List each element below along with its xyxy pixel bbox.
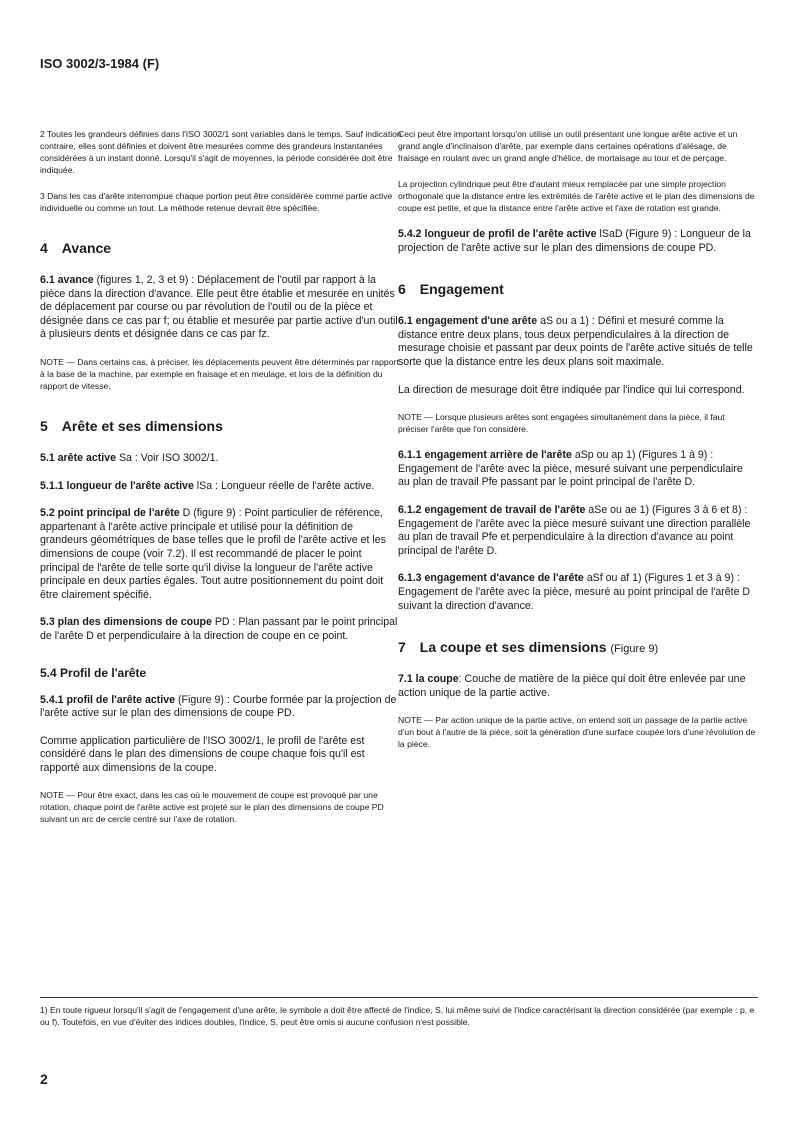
clause-6-1-avance: 6.1 avance (figures 1, 2, 3 et 9) : Déplacement de l'outil par rapport à la pièce dans la direction d'avance. Elle peut être établie et mesurée en unités de déplacement par course ou par révolution de l'outil ou de la pièce et désignée dans ce cas par f; ou établie et mesurée par partie active d'un outil à plusieurs dents et désignée dans ce cas par fz. xyxy=(40,274,398,341)
section-6-note: NOTE — Lorsque plusieurs arêtes sont engagées simultanément dans la pièce, il faut préciser l'arête que l'on considère. xyxy=(398,412,725,435)
clause-5-1-1: 5.1.1 longueur de l'arête active lSa : Longueur réelle de l'arête active. xyxy=(40,479,375,492)
clause-6-1-direction: La direction de mesurage doit être indiquée par l'indice qui lui correspond. xyxy=(398,383,745,396)
clause-5-4-1: 5.4.1 profil de l'arête active (Figure 9) : Courbe formée par la projection de l'arête active sur le plan des dimensions de coupe PD. xyxy=(40,693,397,720)
clause-6-1-1: 6.1.1 engagement arrière de l'arête aSp ou ap 1) (Figures 1 à 9) : Engagement de l'arête avec la pièce, mesuré suivant une perpendiculaire au plan de travail Pfe passant par le point principal de l'arête D. xyxy=(398,449,743,489)
section-4-heading: 4 Avance xyxy=(40,240,112,256)
right-paragraph-1: Ceci peut être important lorsqu'on utilise un outil présentant une longue arête active et un grand angle d'inclinaison d'arête, par exemple dans certaines opérations d'alésage, de fraisage en roulant avec un grand angle d'hélice, de mortaisage au tour et de perçage. xyxy=(398,129,738,163)
right-paragraph-2: La projection cylindrique peut être d'autant mieux remplacée par une simple projection orthogonale que la distance entre les extrémités de l'arête active et le plan des dimensions de coupe est petite, et que la distance entre l'arête active et l'axe de rotation est grande. xyxy=(398,179,755,213)
clause-5-3: 5.3 plan des dimensions de coupe PD : Plan passant par le point principal de l'arête D et perpendiculaire à la direction de coupe en ce point. xyxy=(40,616,398,642)
page-number: 2 xyxy=(40,1071,48,1087)
section-7-heading: 7 La coupe et ses dimensions (Figure 9) xyxy=(398,639,659,656)
clause-7-1: 7.1 la coupe: Couche de matière de la pièce qui doit être enlevée par une action unique de la partie active. xyxy=(398,673,746,699)
clause-5-4-heading: 5.4 Profil de l'arête xyxy=(40,665,147,680)
section-7-note: NOTE — Par action unique de la partie active, on entend soit un passage de la partie active d'un bout à l'autre de la pièce, soit la génération d'une surface coupée lors d'une révolution de la pièce. xyxy=(398,715,756,750)
section-4-note: NOTE — Dans certains cas, à préciser, les déplacements peuvent être déterminés par rapport à la base de la machine, par exemple en fraisage et en meulage, et lors de la définition du rapport de vitesse. xyxy=(40,356,399,391)
section-6-heading: 6 Engagement xyxy=(398,281,504,298)
clause-5-4-note: NOTE — Pour être exact, dans les cas où le mouvement de coupe est provoqué par une rotation, chaque point de l'arête active est projeté sur le plan des dimensions de coupe PD suivant un arc de cercle centré sur l'axe de rotation. xyxy=(40,790,384,825)
note-3: 3 Dans les cas d'arête interrompue chaque portion peut être considérée comme partie active individuelle ou comme un tout. La méthode retenue devrait être spécifiée. xyxy=(40,191,393,213)
clause-6-1-3: 6.1.3 engagement d'avance de l'arête aSf ou af 1) (Figures 1 et 3 à 9) : Engagement de l'arête avec la pièce, mesuré au point principal de l'arête D suivant la direction d'avance. xyxy=(398,572,751,612)
clause-5-2: 5.2 point principal de l'arête D (figure 9) : Point particulier de référence, appartenant à l'arête active principale et utilisé pour la définition de grandeurs géométriques de base telles que le profil de l'arête active et les dimensions de coupe (voir 7.2). Il est recommandé de placer le point principal de l'arête de telle sorte qu'il divise la longueur de l'arête active principale en deux parties égales. Tout autre positionnement du point doit être clairement spécifié. xyxy=(40,507,386,601)
section-5-heading: 5 Arête et ses dimensions xyxy=(40,417,223,434)
note-2: 2 Toutes les grandeurs définies dans l'ISO 3002/1 sont variables dans le temps. Sauf indication contraire, elles sont définies et doivent être mesurées comme des grandeurs instantanées considérées à un instant donné. Lorsqu'il s'agit de moyennes, la période considérée doit être indiquée. xyxy=(40,129,402,175)
left-column xyxy=(40,128,402,839)
right-column xyxy=(398,128,756,764)
footnote: 1) En toute rigueur lorsqu'il s'agit de l'engagement d'une arête, le symbole a doit être affecté de l'indice, S, lui même suivi de l'indice caractérisant la direction considérée (par exemple : p, e ou f). Toutefois, en vue d'éviter des indices doubles, l'indice, S, peut être omis si aucune confusion n'est possible. xyxy=(40,1005,755,1027)
footnote-divider xyxy=(40,997,758,998)
clause-5-4-2: 5.4.2 longueur de profil de l'arête active lSaD (Figure 9) : Longueur de la projection de l'arête active sur le plan des dimensions de coupe PD. xyxy=(398,228,751,254)
document-header: ISO 3002/3-1984 (F) xyxy=(40,56,160,71)
clause-5-1: 5.1 arête active Sa : Voir ISO 3002/1. xyxy=(40,451,219,464)
clause-5-4-application: Comme application particulière de l'ISO 3002/1, le profil de l'arête est considéré dans le plan des dimensions de coupe chaque fois qu'il est rapporté aux dimensions de la coupe. xyxy=(40,734,365,774)
clause-6-1-2: 6.1.2 engagement de travail de l'arête aSe ou ae 1) (Figures 3 à 6 et 8) : Engagement de l'arête avec la pièce mesuré suivant une direction parallèle au plan de travail Pfe et perpendiculaire à la direction d'avance au point principal de l'arête D. xyxy=(398,503,751,557)
clause-6-1: 6.1 engagement d'une arête aS ou a 1) : Défini et mesuré comme la distance entre deux plans, tous deux perpendiculaires à la direction de mesurage choisie et passant par deux points de l'arête active situés de telle sorte que la distance entre les deux plans soit maximale. xyxy=(398,315,753,368)
